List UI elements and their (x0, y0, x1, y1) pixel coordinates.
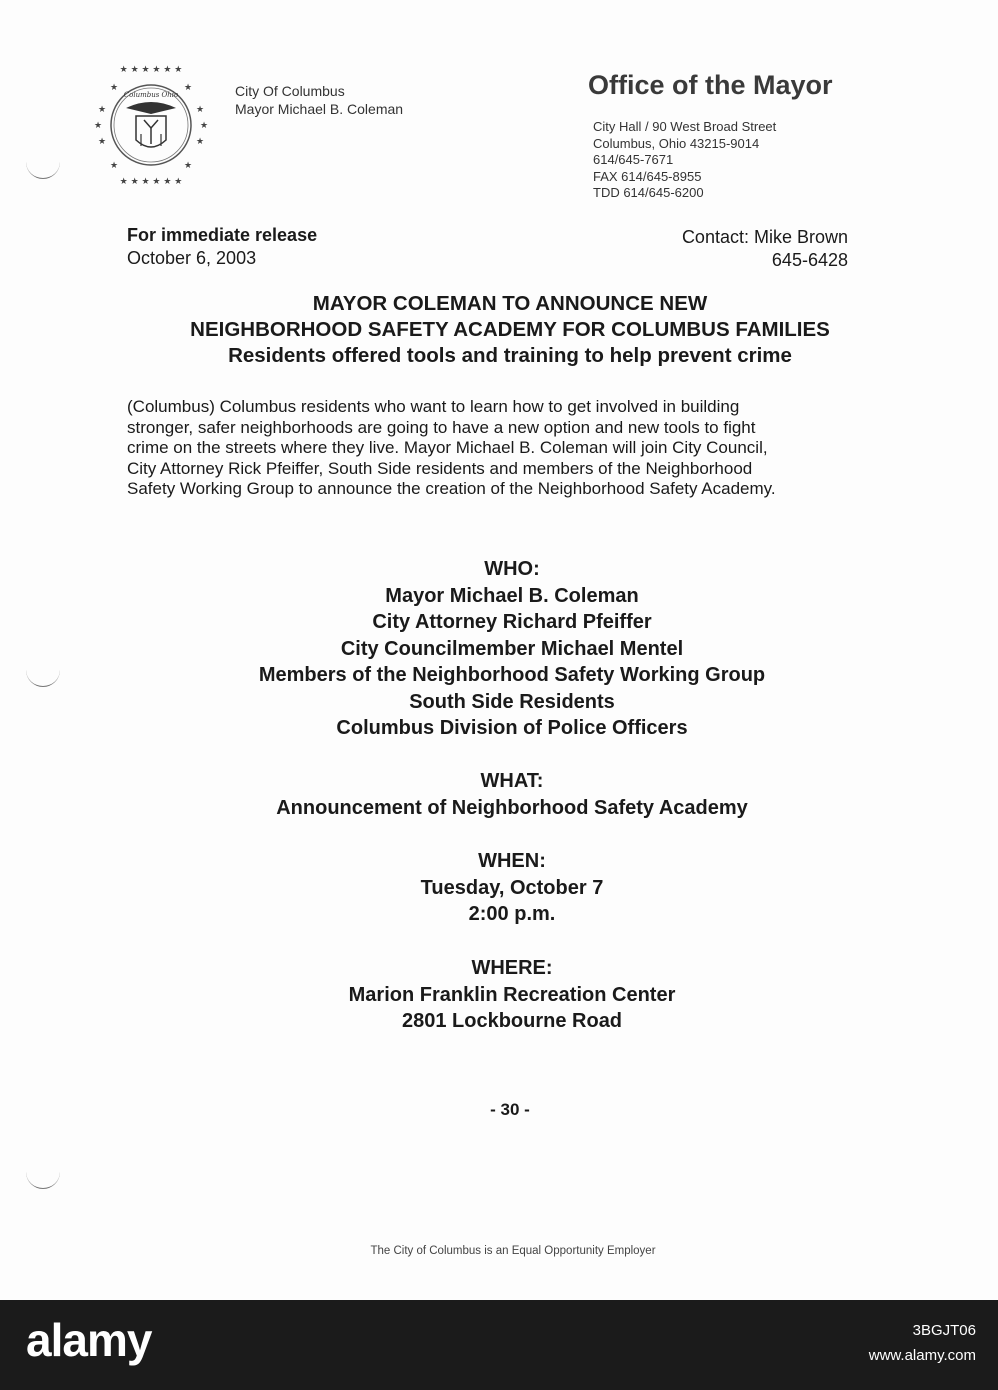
fax-line: FAX 614/645-8955 (593, 168, 702, 184)
punch-hole-mark (26, 668, 60, 687)
svg-text:★: ★ (184, 161, 193, 171)
office-title: Office of the Mayor (588, 70, 833, 100)
svg-text:★: ★ (94, 121, 103, 131)
svg-text:★ ★ ★ ★ ★ ★: ★ ★ ★ ★ ★ ★ (119, 177, 183, 187)
what-section (112, 768, 912, 821)
body-paragraph (127, 397, 907, 500)
headline (60, 291, 960, 369)
svg-text:★ ★ ★ ★ ★ ★: ★ ★ ★ ★ ★ ★ (119, 65, 183, 75)
body-line: Safety Working Group to announce the creation of the Neighborhood Safety Academy. (127, 479, 776, 498)
what-text: Announcement of Neighborhood Safety Academy (276, 796, 748, 819)
what-label: WHAT: (480, 770, 544, 792)
body-line: crime on the streets where they live. Mayor Michael B. Coleman will join City Council, (127, 438, 768, 457)
svg-text:★: ★ (110, 83, 119, 93)
who-item: City Attorney Richard Pfeiffer (372, 611, 652, 633)
tdd-line: TDD 614/645-6200 (593, 185, 704, 200)
address-line: Columbus, Ohio 43215-9014 (593, 135, 760, 151)
punch-hole-mark (26, 160, 60, 179)
release-label: For immediate release (127, 225, 318, 245)
who-item: Members of the Neighborhood Safety Working Group (258, 664, 766, 686)
svg-text:★: ★ (200, 121, 209, 131)
brand-url: www.alamy.com (868, 1347, 976, 1364)
who-item: City Councilmember Michael Mentel (340, 637, 684, 660)
svg-text:★: ★ (98, 105, 107, 115)
city-name: City Of Columbus (235, 83, 345, 99)
release-date: October 6, 2003 (127, 248, 257, 268)
headline-line: MAYOR COLEMAN TO ANNOUNCE NEW (312, 292, 708, 315)
brand-logo: alamy (26, 1314, 152, 1366)
phone-line: 614/645-7671 (593, 152, 674, 167)
svg-text:★: ★ (110, 161, 119, 171)
mayor-name: Mayor Michael B. Coleman (235, 101, 404, 117)
when-time: 2:00 p.m. (468, 903, 556, 925)
svg-text:★: ★ (98, 137, 107, 147)
who-label: WHO: (484, 558, 540, 580)
city-name-block (235, 82, 403, 118)
svg-text:★: ★ (184, 83, 193, 93)
contact-name: Contact: Mike Brown (681, 227, 848, 247)
where-section (112, 955, 912, 1035)
svg-text:★: ★ (196, 105, 205, 115)
body-line: (Columbus) Columbus residents who want to learn how to get involved in building (127, 397, 740, 416)
contact-phone: 645-6428 (771, 250, 848, 270)
svg-text:★: ★ (196, 137, 205, 147)
when-section (112, 848, 912, 928)
office-address (593, 119, 776, 202)
subheadline: Residents offered tools and training to help prevent crime (228, 344, 792, 367)
where-label: WHERE: (471, 957, 553, 979)
address-line: City Hall / 90 West Broad Street (593, 119, 777, 134)
where-place: Marion Franklin Recreation Center (348, 983, 676, 1006)
body-line: stronger, safer neighborhoods are going to have a new option and new tools to fight (127, 417, 756, 437)
body-line: City Attorney Rick Pfeiffer, South Side residents and members of the Neighborhood (127, 458, 753, 478)
who-item: Mayor Michael B. Coleman (385, 584, 639, 607)
who-section (112, 556, 912, 742)
headline-line: NEIGHBORHOOD SAFETY ACADEMY FOR COLUMBUS FAMILIES (190, 318, 830, 341)
contact-info (600, 226, 848, 272)
where-address: 2801 Lockbourne Road (401, 1010, 623, 1032)
svg-text:Columbus Ohio: Columbus Ohio (123, 91, 179, 99)
when-label: WHEN: (478, 850, 546, 872)
when-day: Tuesday, October 7 (420, 876, 604, 899)
release-info (127, 224, 317, 270)
who-item: Columbus Division of Police Officers (336, 717, 688, 739)
punch-hole-mark (26, 1170, 60, 1189)
page-number: - 30 - (490, 1100, 530, 1119)
city-seal-logo (88, 62, 214, 188)
footer-note: The City of Columbus is an Equal Opportunity Employer (370, 1245, 656, 1257)
who-item: South Side Residents (409, 690, 615, 713)
image-id: 3BGJT06 (912, 1322, 976, 1339)
